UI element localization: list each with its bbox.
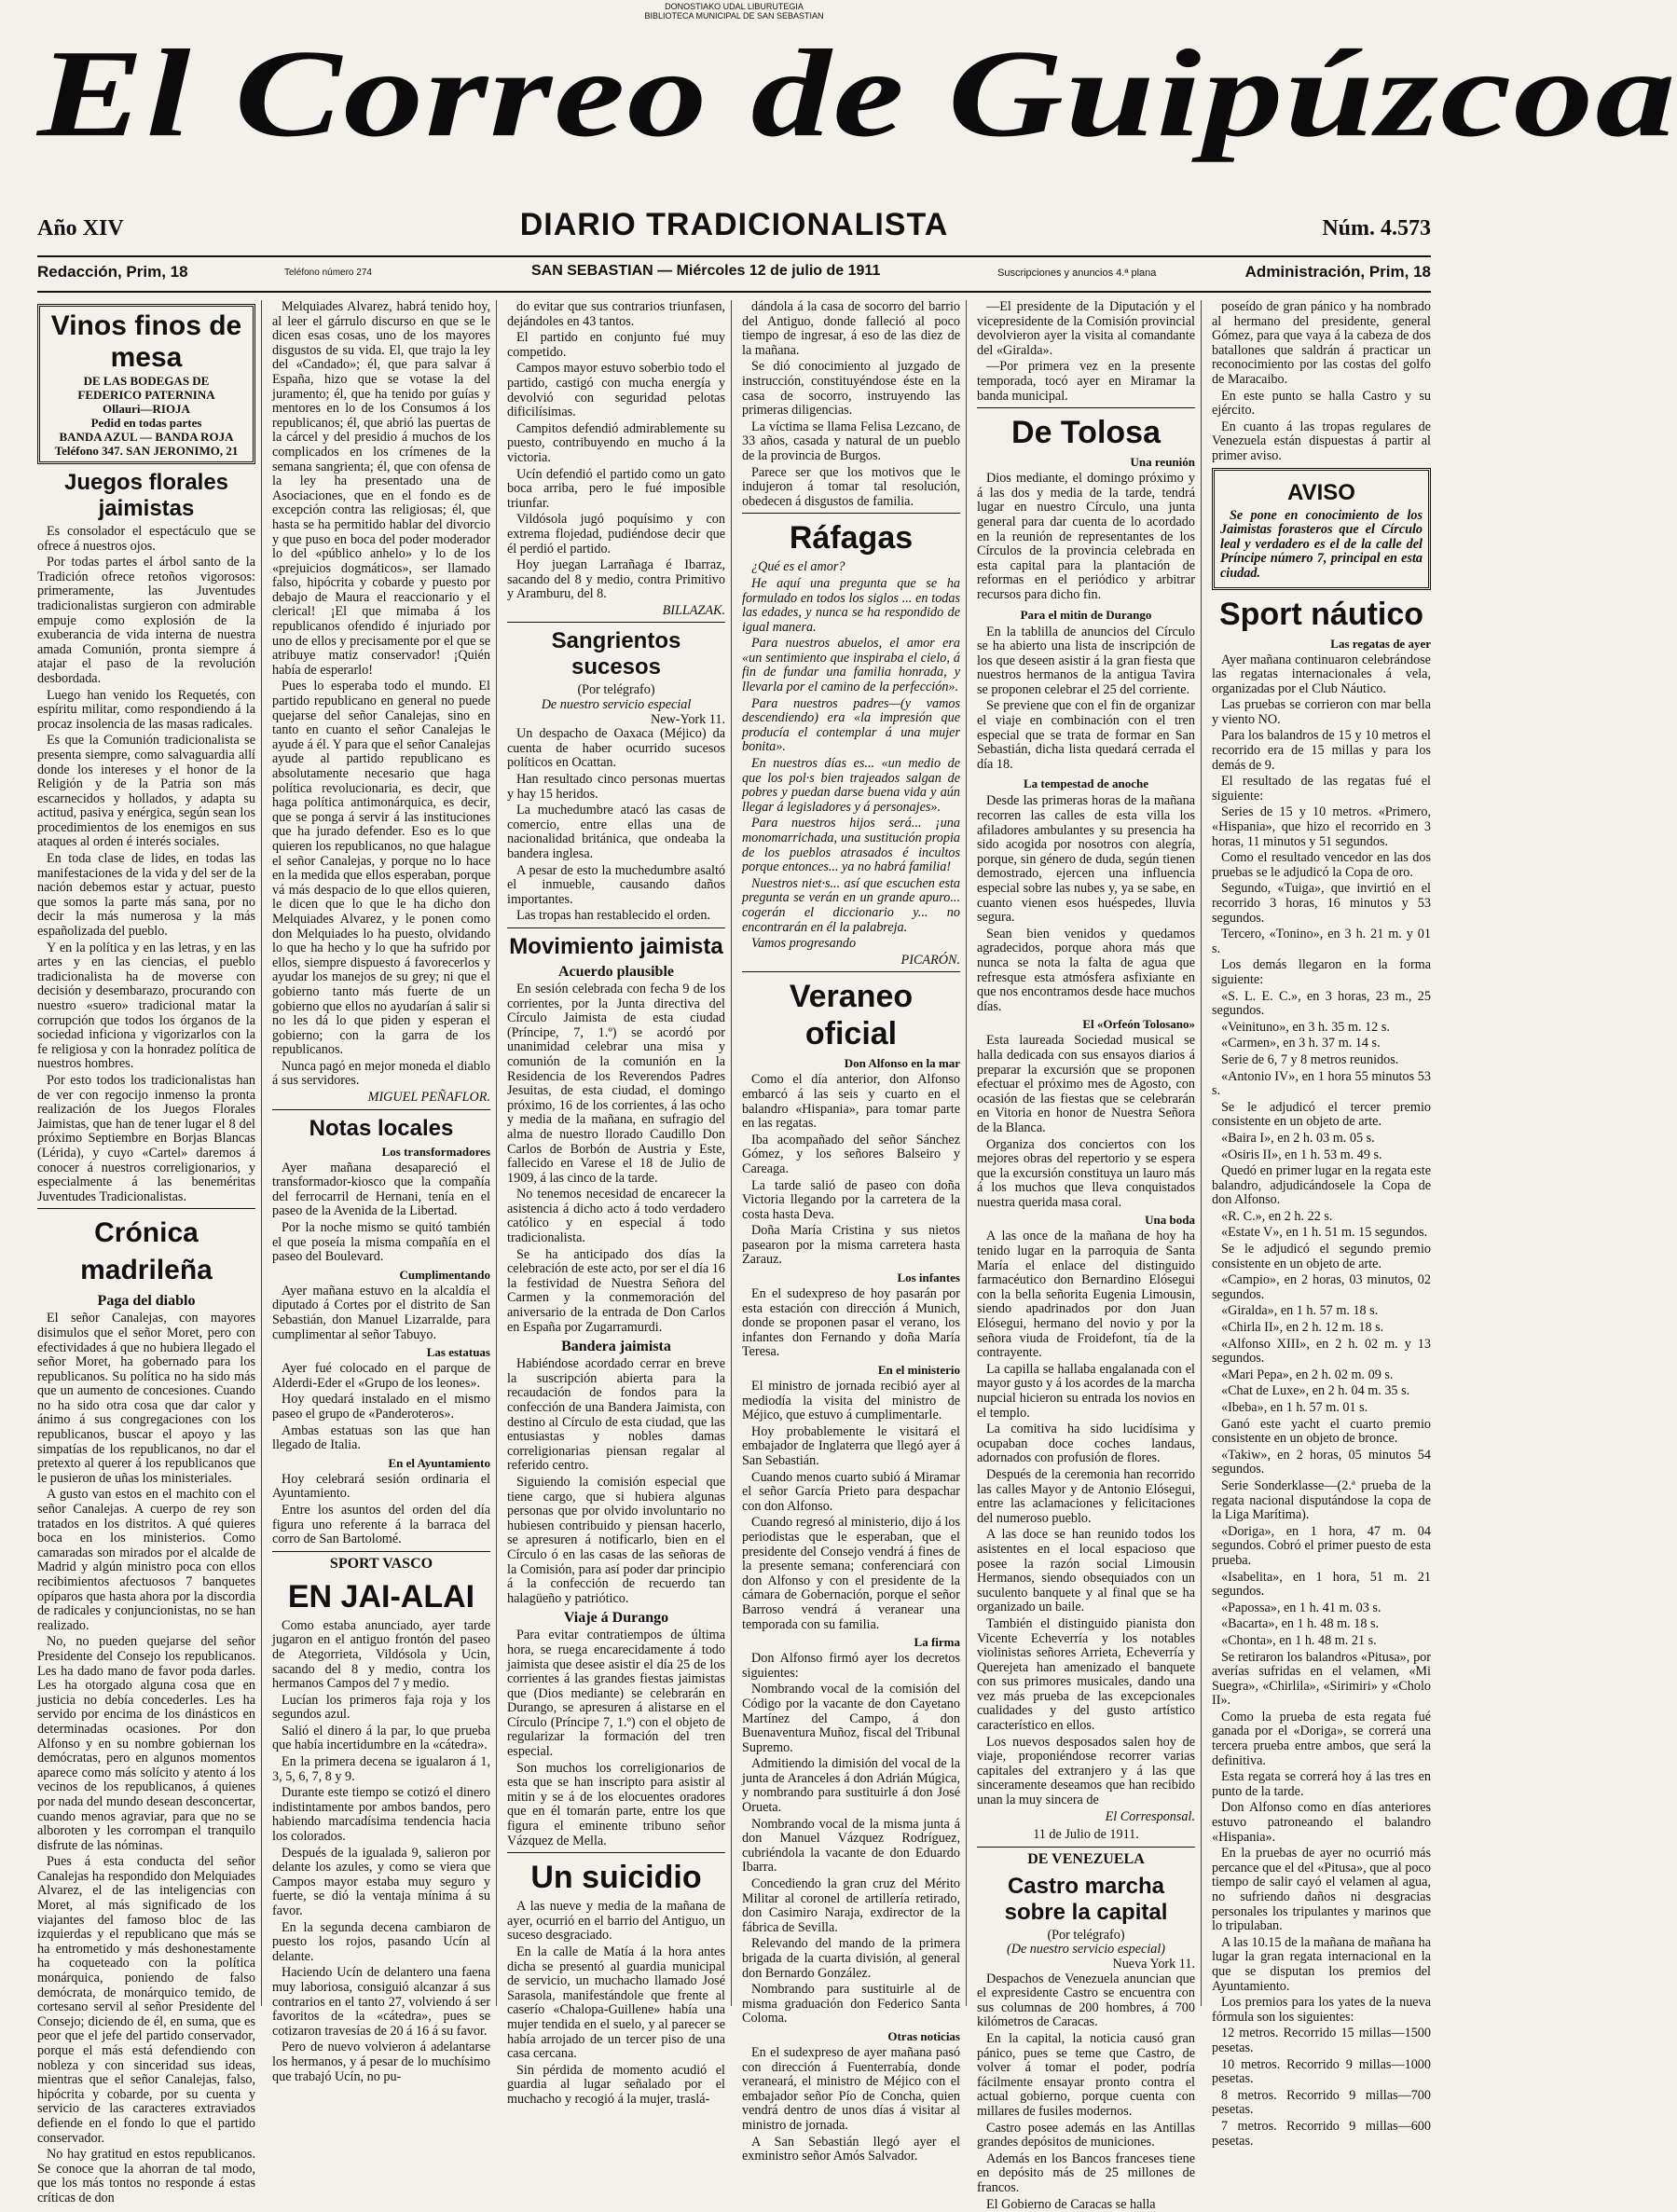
date-line: SAN SEBASTIAN — Miércoles 12 de julio de 1911 bbox=[531, 263, 880, 280]
subheadline: Bandera jaimista bbox=[507, 1339, 725, 1355]
paragraph: La comitiva ha sido lucidísima y ocupaban doce coches landaus, adornados con profusión de flores. bbox=[977, 1422, 1195, 1466]
paragraph: Parece ser que los motivos que le indujeron á tomar tal resolución, obedecen á disgustos de familia. bbox=[742, 466, 960, 510]
paragraph: Las pruebas se corrieron con mar bella y viento NO. bbox=[1212, 698, 1431, 727]
paragraph: La muchedumbre atacó las casas de comercio, entre ellas una de nacionalidad británica, que ondeaba la bandera inglesa. bbox=[507, 804, 725, 861]
paragraph: Sin pérdida de momento acudió el guardia al lugar señalado por el muchacho y recogió á la mujer, traslá- bbox=[507, 2064, 725, 2108]
paragraph: —Por primera vez en la presente temporada, tocó ayer en Miramar la banda municipal. bbox=[977, 360, 1195, 404]
column-2 bbox=[272, 300, 490, 2006]
paragraph: Esta regata se correrá hoy á las tres en punto de la tarde. bbox=[1212, 1770, 1431, 1799]
paragraph: Ayer fué colocado en el parque de Alderdi-Eder el «Grupo de los leones». bbox=[272, 1362, 490, 1391]
subheadline: Los transformadores bbox=[272, 1145, 490, 1160]
headline: Un suicidio bbox=[507, 1859, 725, 1896]
section-rule bbox=[742, 513, 960, 514]
paragraph: La tarde salió de paseo con doña Victoria llegando por la carretera de la costa hasta Deva. bbox=[742, 1179, 960, 1223]
paragraph: Doña María Cristina y sus nietos pasearon por la misma carretera hasta Zarauz. bbox=[742, 1224, 960, 1268]
paragraph: «R. C.», en 2 h. 22 s. bbox=[1212, 1210, 1431, 1225]
signature: El Corresponsal. bbox=[977, 1810, 1195, 1825]
paragraph: «Mari Pepa», en 2 h. 02 m. 09 s. bbox=[1212, 1368, 1431, 1383]
column-4 bbox=[742, 300, 960, 2006]
ad-title: Vinos finos de mesa bbox=[46, 310, 247, 374]
section-rule bbox=[37, 1208, 255, 1209]
paragraph: «Estate V», en 1 h. 51 m. 15 segundos. bbox=[1212, 1226, 1431, 1241]
subheadline: Las regatas de ayer bbox=[1212, 637, 1431, 652]
paragraph: No hay gratitud en estos republicanos. Se conoce que la ahorran de tal modo, que los más tontos no responde á estas críticas de don bbox=[37, 2148, 255, 2205]
subheadline: El «Orfeón Tolosano» bbox=[977, 1017, 1195, 1032]
paragraph: Se ha anticipado dos días la celebración de este acto, por ser el día 16 la festividad de Nuestra Señora del Carmen y la conmemoración del aniversario de la entrada de Don Carlos en España por Zugarramurdi. bbox=[507, 1248, 725, 1336]
paragraph: Las tropas han restablecido el orden. bbox=[507, 909, 725, 924]
paragraph: Vamos progresando bbox=[742, 937, 960, 952]
paragraph: Despachos de Venezuela anuncian que el expresidente Castro se encuentra con sus columnas de 200 hombres, á 700 kilómetros de Caracas. bbox=[977, 1972, 1195, 2030]
paragraph: Sean bien venidos y quedamos agradecidos, porque ahora más que nunca se nota la falta de agua que refresque esta atmósfera asfixiante en que nos encontramos desde hace muchos días. bbox=[977, 927, 1195, 1015]
paragraph: Por la noche mismo se quitó también el que poseía la misma compañía en el paseo del Boulevard. bbox=[272, 1221, 490, 1265]
paragraph: Es que la Comunión tradicionalista se presenta siempre, como salvaguardia allí donde los intereses y el honor de la Religión y de la Patria son más escarnecidos y hollados, y adapta su actitud, pasiva y enérgica, según sean los procedimientos de los enemigos en sus ataques al orden é interés sociales. bbox=[37, 734, 255, 850]
paragraph: Cuando menos cuarto subió á Miramar el señor García Prieto para despachar con don Alfonso. bbox=[742, 1471, 960, 1515]
paragraph: «Chirla II», en 2 h. 12 m. 18 s. bbox=[1212, 1321, 1431, 1336]
paragraph: Después de la ceremonia han recorrido las calles Mayor y de Antonio Elósegui, entre las aclamaciones y felicitaciones del numeroso pueblo. bbox=[977, 1468, 1195, 1526]
paragraph: El ministro de jornada recibió ayer al mediodía la visita del ministro de Méjico, que estuvo á cumplimentarle. bbox=[742, 1380, 960, 1423]
suscripciones-info: Suscripciones y anuncios 4.ª plana bbox=[997, 268, 1156, 279]
paragraph: Haciendo Ucín de delantero una faena muy laboriosa, consiguió alcanzar á sus contrarios en el tanto 27, volviendo á ser favoritos de la «cátedra», pues se cotizaron travesías de 20 á 16 á su favor. bbox=[272, 1966, 490, 2039]
paragraph: Don Alfonso firmó ayer los decretos siguientes: bbox=[742, 1652, 960, 1681]
kicker: DE VENEZUELA bbox=[977, 1851, 1195, 1868]
paragraph: Hoy juegan Larrañaga é Ibarraz, sacando del 8 y medio, contra Primitivo y Aramburu, del 8. bbox=[507, 558, 725, 602]
paragraph: Es consolador el espectáculo que se ofrece á nuestros ojos. bbox=[37, 525, 255, 554]
paragraph: En el sudexpreso de ayer mañana pasó con dirección á Fuenterrabía, donde veraneará, el ministro de Méjico con el embajador señor Pío de Concha, quien vendrá dentro de unos días á visitar al ministro de jornada. bbox=[742, 2046, 960, 2134]
paragraph: 10 metros. Recorrido 9 millas—1000 pesetas. bbox=[1212, 2058, 1431, 2087]
paragraph: «Veinituno», en 3 h. 35 m. 12 s. bbox=[1212, 1021, 1431, 1036]
paragraph: Por esto todos los tradicionalistas han de ver con regocijo inmenso la pronta realización de los Juegos Florales Jaimistas, que han de tener lugar el 8 del próximo Septiembre en Borjas Blancas (Lérida), y cuyo «Cartel» daremos á conocer á nuestros correligionarios, y especialmente á las beneméritas Juventudes Tradicionalistas. bbox=[37, 1074, 255, 1204]
columns bbox=[37, 300, 1431, 2006]
ad-line: Ollauri—RIOJA bbox=[46, 402, 247, 416]
headline: Notas locales bbox=[272, 1116, 490, 1142]
subheadline: Otras noticias bbox=[742, 2029, 960, 2044]
administracion-info: Administración, Prim, 18 bbox=[1245, 263, 1431, 282]
paragraph: Relevando del mando de la primera brigada de la cuarta división, al general don Bernardo González. bbox=[742, 1937, 960, 1981]
section-rule bbox=[507, 1852, 725, 1853]
section-rule bbox=[977, 407, 1195, 408]
paragraph: Además en los Bancos franceses tiene en depósito más de 25 millones de francos. bbox=[977, 2152, 1195, 2196]
telegraph-line: (Por telégrafo) bbox=[977, 1929, 1195, 1944]
subheadline: La firma bbox=[742, 1635, 960, 1650]
service-line: De nuestro servicio especial bbox=[507, 698, 725, 713]
paragraph: Después de la igualada 9, salieron por delante los azules, y como se viera que Campos mayor estaba muy seguro y fuerte, se dió la ventaja mínima á su favor. bbox=[272, 1847, 490, 1919]
subheadline: Cumplimentando bbox=[272, 1268, 490, 1283]
paragraph: Un despacho de Oaxaca (Méjico) da cuenta de haber ocurrido sucesos políticos en Ocattan. bbox=[507, 727, 725, 771]
paragraph: En este punto se halla Castro y su ejército. bbox=[1212, 390, 1431, 419]
subheadline: La tempestad de anoche bbox=[977, 776, 1195, 792]
info-bar bbox=[37, 263, 1431, 291]
paragraph: Nuestros niet·s... así que escuchen esta pregunta se verán en un grande apuro... cogerán el diccionario y... no encontrarán en él la palabreja. bbox=[742, 877, 960, 935]
paragraph: En el sudexpreso de hoy pasarán por esta estación con dirección á Munich, donde se proponen pasar el verano, los infantes don Fernando y doña María Teresa. bbox=[742, 1287, 960, 1360]
paragraph: Hoy probablemente le visitará el embajador de Inglaterra que llegó ayer á San Sebastián. bbox=[742, 1425, 960, 1469]
paragraph: Segundo, «Tuiga», que invirtió en el recorrido 3 horas, 16 minutos y 53 segundos. bbox=[1212, 882, 1431, 926]
paragraph: «Giralda», en 1 h. 57 m. 18 s. bbox=[1212, 1304, 1431, 1319]
paragraph: Dios mediante, el domingo próximo y á las dos y media de la tarde, tendrá lugar en nuestro Círculo, una junta general para dar cuenta de lo acordado en la reunión de representantes de los Círculos de la provincia celebrada en esta capital para la plantación de reformas en el periódico y arbitrar recursos para dicho fin. bbox=[977, 472, 1195, 602]
paragraph: Serie de 6, 7 y 8 metros reunidos. bbox=[1212, 1053, 1431, 1068]
paragraph: Para nuestros padres—(y vamos descendiendo) era «la impresión que producía el contemplar á una mujer bonita». bbox=[742, 697, 960, 755]
paragraph: Los nuevos desposados salen hoy de viaje, proponiéndose recorrer varias capitales del extranjero y á las que sinceramente deseamos que han recibido unan la muy sincera de bbox=[977, 1736, 1195, 1808]
paragraph: «Carmen», en 3 h. 37 m. 14 s. bbox=[1212, 1037, 1431, 1051]
paragraph: Como el día anterior, don Alfonso embarcó á las seis y cuarto en el balandro «Hispania», para tomar parte en las regatas. bbox=[742, 1073, 960, 1131]
section-rule bbox=[272, 1551, 490, 1552]
paragraph: Se dió conocimiento al juzgado de instrucción, constituyéndose éste en la casa de socorro, instruyendo las primeras diligencias. bbox=[742, 360, 960, 418]
subheadline: Para el mitin de Durango bbox=[977, 607, 1195, 624]
paragraph: Nombrando para sustituirle al de misma graduación don Federico Santa Coloma. bbox=[742, 1983, 960, 2027]
paragraph: Ayer mañana estuvo en la alcaldía el diputado á Cortes por el distrito de San Sebastián, don Manuel Lizarralde, para cumplimentar al señor Tabuyo. bbox=[272, 1285, 490, 1342]
subheadline: Una boda bbox=[977, 1213, 1195, 1228]
paragraph: Durante este tiempo se cotizó el dinero indistintamente por ambos bandos, pero habiendo marcadísima tendencia hacia los colorados. bbox=[272, 1786, 490, 1844]
paragraph: Se previene que con el fin de organizar el viaje en combinación con el tren especial que se trata de formar en San Sebastián, dicha lista quedará cerrada el día 18. bbox=[977, 699, 1195, 772]
masthead-title: El Correo de Guipúzcoa bbox=[37, 17, 1431, 171]
paragraph: Concediendo la gran cruz del Mérito Militar al coronel de artillería retirado, don Casimiro Naraja, exdirector de la fábrica de Sevilla. bbox=[742, 1877, 960, 1935]
paragraph: En toda clase de lides, en todas las manifestaciones de la vida y del ser de la nación debemos estar y actuar, puesto que somos la parte más sana, por no decir la más numerosa y la más españolizada del pueblo. bbox=[37, 852, 255, 940]
ad-line: BANDA AZUL — BANDA ROJA bbox=[46, 430, 247, 444]
paragraph: Como la prueba de esta regata fué ganada por el «Doriga», se correrá una tercera prueba entre ambos, que será la definitiva. bbox=[1212, 1711, 1431, 1768]
paragraph: Como estaba anunciado, ayer tarde jugaron en el antiguo frontón del paseo de Ategorrieta, Vildósola y Ucin, sacando del 8 y medio, contra los hermanos Campos del 7 y medio. bbox=[272, 1619, 490, 1692]
paragraph: Como el resultado vencedor en las dos pruebas se le adjudicó la Copa de oro. bbox=[1212, 851, 1431, 880]
top-rule bbox=[37, 255, 1431, 257]
headline: Juegos florales jaimistas bbox=[37, 470, 255, 522]
ad-line: Teléfono 347. SAN JERONIMO, 21 bbox=[46, 444, 247, 458]
column-6 bbox=[1212, 300, 1431, 2006]
headline: Veraneo oficial bbox=[742, 978, 960, 1052]
headline: EN JAI-ALAI bbox=[272, 1578, 490, 1615]
paragraph: Pues á esta conducta del señor Canalejas ha respondido don Melquiades Alvarez, el de las inteligencias con Moret, al más significado de los viajantes del famoso bloc de las izquierdas y el republicano que más se ha entrometido y más deshonestamente ha coqueteado con la política monárquica, poniendo de falso demócrata, de monárquico temido, de cortesano servil al señor Presidente del Consejo; diciendo de él, en suma, que es peor que el jefe del partido conservador, porque el más está defendiendo con nobleza y con sinceridad sus ideas, mientras que el señor Canalejas, falso, hipócrita y cobarde, por su cuenta y servicio de las caracteres extraviados defiende en el fondo lo que el partido conservador. bbox=[37, 1855, 255, 2146]
paragraph: poseído de gran pánico y ha nombrado al hermano del presidente, general Gómez, para que vaya á la cabeza de dos batallones que saldrán á practicar un reconocimiento por las costas del golfo de Maracaibo. bbox=[1212, 300, 1431, 388]
column-5 bbox=[977, 300, 1195, 2006]
paragraph: 8 metros. Recorrido 9 millas—700 pesetas. bbox=[1212, 2089, 1431, 2118]
paragraph: «Baira I», en 2 h. 03 m. 05 s. bbox=[1212, 1132, 1431, 1147]
ad-line: FEDERICO PATERNINA bbox=[46, 388, 247, 402]
paragraph: A las doce se han reunido todos los asistentes en el local espacioso que posee la razón social Limousin Hermanos, siendo obsequiados con un suculento banquete y al final que se ha organizado un baile. bbox=[977, 1528, 1195, 1615]
telegraph-line: (Por telégrafo) bbox=[507, 683, 725, 698]
paragraph: La capilla se hallaba engalanada con el mayor gusto y á los acordes de la marcha nupcial hicieron su entrada los novios en el templo. bbox=[977, 1363, 1195, 1421]
paragraph: Habiéndose acordado cerrar en breve la suscripción abierta para la recaudación de fondos para la confección de una Bandera Jaimista, con destino al Círculo de esta ciudad, que las entusiastas y nobles damas correligionarias piensan regalar al referido centro. bbox=[507, 1357, 725, 1474]
section-rule bbox=[272, 1109, 490, 1110]
kicker: SPORT VASCO bbox=[272, 1556, 490, 1573]
paragraph: Iba acompañado del señor Sánchez Gómez, y los señores Balseiro y Careaga. bbox=[742, 1133, 960, 1177]
aviso-text: Se pone en conocimiento de los Jaimistas forasteros que el Círculo leal y verdadero es el de la calle del Príncipe número 7, principal en esta ciudad. bbox=[1220, 509, 1423, 582]
paragraph: dándola á la casa de socorro del barrio del Antiguo, donde falleció al poco tiempo de ingresar, á eso de las diez de la mañana. bbox=[742, 300, 960, 358]
paragraph: Entre los asuntos del orden del día figura uno referente á la barraca del corro de San Bartolomé. bbox=[272, 1504, 490, 1547]
paragraph: A pesar de esto la muchedumbre asaltó el inmueble, causando daños importantes. bbox=[507, 864, 725, 908]
section-rule bbox=[507, 622, 725, 623]
paragraph: Los demás llegaron en la forma siguiente: bbox=[1212, 958, 1431, 987]
paragraph: Organiza dos conciertos con los mejores obras del repertorio y se espera que la excursión constituya un lauro más á los muchos que lleva conquistados nuestra querida masa coral. bbox=[977, 1138, 1195, 1211]
paragraph: El señor Canalejas, con mayores disimulos que el señor Moret, pero con efectividades á que no hubiera llegado el señor Moret, ha gobernado para los republicanos. Su política no ha sido más que un aumento de concesiones. Cuando no ha sido otra cosa que dar calor y ánimo á sus congregaciones con los republicanos, buscar el apoyo y las simpatías de los republicanos, no dar el pretexto al querer á los republicanos que le pusieron de uñas los ministeriales. bbox=[37, 1312, 255, 1486]
paragraph: Son muchos los correligionarios de esta que se han inscripto para asistir al mitin y se á de los elocuentes oradores que en él tomarán parte, entre los que figura el eminente tribuno señor Vázquez de Mella. bbox=[507, 1762, 725, 1849]
signature: BILLAZAK. bbox=[507, 604, 725, 619]
headline: De Tolosa bbox=[977, 414, 1195, 451]
paragraph: Ambas estatuas son las que han llegado de Italia. bbox=[272, 1424, 490, 1453]
paragraph: Ucín defendió el partido como un gato boca arriba, pero le fué imposible triunfar. bbox=[507, 468, 725, 512]
subheadline: En el ministerio bbox=[742, 1363, 960, 1378]
column-3 bbox=[507, 300, 725, 2006]
paragraph: «Isabelita», en 1 hora, 51 m. 21 segundos. bbox=[1212, 1571, 1431, 1600]
column-rule bbox=[731, 300, 732, 2006]
ad-vinos bbox=[37, 304, 255, 464]
subheadline: Los infantes bbox=[742, 1271, 960, 1285]
paragraph: Para los balandros de 15 y 10 metros el recorrido era de 15 millas y para los demás de 9. bbox=[1212, 729, 1431, 773]
paragraph: Para nuestros abuelos, el amor era «un sentimiento que inspiraba el cielo, á fin de fundar una familia honrada, y llevarla por el camino de la perfección». bbox=[742, 637, 960, 694]
paragraph: La víctima se llama Felisa Lezcano, de 33 años, casada y natural de un pueblo de la provincia de Burgos. bbox=[742, 420, 960, 464]
paragraph: Campos mayor estuvo soberbio todo el partido, castigó con mucha energía y devolvió con seguridad pelotas dificilísimas. bbox=[507, 362, 725, 419]
paragraph: Esta laureada Sociedad musical se halla dedicada con sus ensayos diarios á preparar la excursión que se proponen efectuar el próximo mes de Agosto, con ocasión de las fiestas que se celebrarán en Vitoria en honor de Nuestra Señora de la Blanca. bbox=[977, 1034, 1195, 1135]
paragraph: «Takiw», en 2 horas, 05 minutos 54 segundos. bbox=[1212, 1449, 1431, 1477]
archive-line-1: DONOSTIAKO UDAL LIBURUTEGIA bbox=[0, 2, 1468, 11]
paragraph: ¿Qué es el amor? bbox=[742, 560, 960, 575]
info-rule bbox=[37, 291, 1431, 293]
paragraph: «Papossa», en 1 h. 41 m. 03 s. bbox=[1212, 1601, 1431, 1616]
paragraph: Tercero, «Tonino», en 3 h. 21 m. y 01 s. bbox=[1212, 927, 1431, 956]
paragraph: Los premios para los yates de la nueva fórmula son los siguientes: bbox=[1212, 1996, 1431, 2025]
column-rule bbox=[966, 300, 967, 2006]
dateline: Nueva York 11. bbox=[977, 1958, 1195, 1972]
paragraph: «Ibeba», en 1 h. 57 m. 01 s. bbox=[1212, 1401, 1431, 1416]
column-rule bbox=[1201, 300, 1202, 2006]
aviso-box bbox=[1212, 468, 1431, 590]
subheadline: Las estatuas bbox=[272, 1345, 490, 1360]
paragraph: A las 10.15 de la mañana de mañana ha lugar la gran regata internacional en la que se disputan los premios del Ayuntamiento. bbox=[1212, 1936, 1431, 1994]
paragraph: Melquiades Alvarez, habrá tenido hoy, al leer el gárrulo discurso en que se le dicen esas cosas, uno de los mayores disgustos de su vida. El, que trajo la ley del «Candado»; él, que para salvar á España, hizo que se votase la del juramento; él, que ha tenido por guías y mentores en lo de los Consumos á los republicanos; él, que abrió las puertas de la cárcel y del presidio á muchos de los complicados en los crímenes de la semana sangrienta; él, que con ofensa de la ley ha presentado una de Asociaciones, que en el fondo es de excepción contra las religiosas; él, que hasta se ha permitido hablar del divorcio y que puso en boca del poder moderador lo del «público anhelo» y lo de los «prejuicios dogmáticos», ser llamado falso, hipócrita y cobarde y puesto por debajo de Maura el reaccionario y el clerical! ¡El que mimaba á los republicanos ofendido é injuriado por uno de ellos y precisamente por el que se atribuye matiz conservador! ¡Quién había de esperarlo! bbox=[272, 300, 490, 678]
column-1 bbox=[37, 300, 255, 2006]
headline: Sport náutico bbox=[1212, 596, 1431, 633]
paragraph: En la calle de Matía á la hora antes dicha se presentó al guardia municipal de servicio, un muchacho llamado José Sarasola, manifestándole que frente al caserío «Chalopa-Guillene» había una mujer tendida en el suelo, y al parecer se había arrojado de un tercer piso de una casa cercana. bbox=[507, 1945, 725, 2062]
subheadline: Acuerdo plausible bbox=[507, 964, 725, 981]
dateline: 11 de Julio de 1911. bbox=[977, 1828, 1195, 1843]
column-rule bbox=[496, 300, 497, 2006]
paragraph: Series de 15 y 10 metros. «Primero, «Hispania», que hizo el recorrido en 3 horas, 11 minutos y 51 segundos. bbox=[1212, 805, 1431, 849]
paragraph: Pues lo esperaba todo el mundo. El partido republicano en general no puede quejarse del señor Canalejas, sino en tanto en cuanto el señor Canalejas le ayude á él. Y para que el señor Canalejas ayude al partido republicano es absolutamente necesario que haga política revolucionaria, es decir, que haga política antimonárquica, es decir, que se ponga á servir á las instituciones que ha jurado defender. Eso es lo que quieren los republicanos, no que halague el señor Canalejas, y porque no lo hace en la medida que ellos esperaban, porque vá más despacio de lo que ellos quieren, le dicen que lo que le ha dicho don Melquiades Alvarez, y le ponen como don Melquiades lo ha puesto, olvidando lo que ha hecho y lo que ha sufrido por ellos, siempre dispuesto á favorecerlos y ayudar los manejos de su grey; ni que el gobierno tanto más fuerte de un gobierno que ellos no ayudarían á salir si no les dá lo que piden y esperan el gobierno; con la garra de los republicanos. bbox=[272, 680, 490, 1057]
paragraph: El partido en conjunto fué muy competido. bbox=[507, 331, 725, 360]
paragraph: Se le adjudicó el tercer premio consistente en un objeto de arte. bbox=[1212, 1101, 1431, 1130]
paragraph: «Bacarta», en 1 h. 48 m. 18 s. bbox=[1212, 1617, 1431, 1632]
paragraph: Ganó este yacht el cuarto premio consistente en un objeto de bronce. bbox=[1212, 1418, 1431, 1447]
section-rule bbox=[742, 971, 960, 972]
subheadline: Paga del diablo bbox=[37, 1293, 255, 1310]
paragraph: «Chat de Luxe», en 2 h. 04 m. 35 s. bbox=[1212, 1384, 1431, 1399]
paragraph: «S. L. E. C.», en 3 horas, 23 m., 25 segundos. bbox=[1212, 990, 1431, 1019]
paragraph: 7 metros. Recorrido 9 millas—600 pesetas. bbox=[1212, 2120, 1431, 2149]
paragraph: Luego han venido los Requetés, con espíritu militar, como respondiendo á la procaz insolencia de las masas radicales. bbox=[37, 689, 255, 733]
paragraph: Por todas partes el árbol santo de la Tradición ofrece retoños vigorosos: primeramente, las Juventudes tradicionalistas surgieron con admirable empuje como explosión de la exuberancia de vida interna de nuestra amada Comunión, pronta siempre á atajar el paso de la revolución desbordada. bbox=[37, 556, 255, 686]
paragraph: 12 metros. Recorrido 15 millas—1500 pesetas. bbox=[1212, 2027, 1431, 2055]
paragraph: No, no pueden quejarse del señor Presidente del Consejo los republicanos. Les ha dado mano de favor poda darles. Les ha otorgado alguna cosa que en justicia no debía concederles. Les ha servido por encima de los dinásticos en determinadas ocasiones. Por don Alfonso y en su nombre gobiernan los demócratas, pero en algunos momentos aparece como más solícito y atento á los vecinos de los republicanos, á quienes por nada del mundo desean desconcertar, cuando menos agraviar, para que no se alboroten y les corrompan el tranquilo disfrute de las nóminas. bbox=[37, 1635, 255, 1853]
paragraph: Nunca pagó en mejor moneda el diablo á sus servidores. bbox=[272, 1060, 490, 1089]
service-line: (De nuestro servicio especial) bbox=[977, 1943, 1195, 1958]
paragraph: Se retiraron los balandros «Pitusa», por averías sufridas en el velamen, «Mi Suegra», «Chirlila», «Sirimiri» y «Cholo II». bbox=[1212, 1651, 1431, 1709]
paragraph: Lucían los primeros faja roja y los segundos azul. bbox=[272, 1694, 490, 1723]
paragraph: «Doriga», en 1 hora, 47 m. 04 segundos. Cobró el primer puesto de esta prueba. bbox=[1212, 1525, 1431, 1569]
paragraph: Admitiendo la dimisión del vocal de la junta de Aranceles á don Adrián Múgica, y nombrando para sustituirle á don José Orueta. bbox=[742, 1757, 960, 1815]
paragraph: En nuestros días es... «un medio de que los pol·s bien trajeados salgan de pobres y puedan darse buena vida y aún llegar á legisladores y á personajes». bbox=[742, 757, 960, 815]
signature: MIGUEL PEÑAFLOR. bbox=[272, 1091, 490, 1106]
paragraph: «Antonio IV», en 1 hora 55 minutos 53 s. bbox=[1212, 1070, 1431, 1099]
paragraph: Campitos defendió admirablemente su puesto, contribuyendo en mucho á la victoria. bbox=[507, 422, 725, 466]
subheadline: Una reunión bbox=[977, 455, 1195, 470]
paragraph: Hoy quedará instalado en el mismo paseo el grupo de «Panderoteros». bbox=[272, 1393, 490, 1422]
redaccion-info: Redacción, Prim, 18 bbox=[37, 263, 188, 282]
paragraph: También el distinguido pianista don Vicente Echeverría y los notables violinistas señores Arrieta, Echeverría y Querejeta han amenizado el banquete con sus primores musicales, dando una vez más prueba de las excepcionales cualidades y del gusto artístico característico en ellos. bbox=[977, 1617, 1195, 1734]
paragraph: do evitar que sus contrarios triunfasen, dejándoles en 43 tantos. bbox=[507, 300, 725, 329]
paragraph: Hoy celebrará sesión ordinaria el Ayuntamiento. bbox=[272, 1473, 490, 1502]
subheadline: Don Alfonso en la mar bbox=[742, 1056, 960, 1071]
section-rule bbox=[507, 927, 725, 928]
paragraph: Don Alfonso como en días anteriores estuvo patroneando el balandro «Hispania». bbox=[1212, 1801, 1431, 1845]
paragraph: Ayer mañana continuaron celebrándose las regatas internacionales á vela, organizadas por el Club Náutico. bbox=[1212, 653, 1431, 697]
paragraph: Se le adjudicó el segundo premio consistente en un objeto de arte. bbox=[1212, 1243, 1431, 1271]
headline: Ráfagas bbox=[742, 519, 960, 556]
paragraph: En sesión celebrada con fecha 9 de los corrientes, por la Junta directiva del Círculo Jaimista de esta ciudad (Príncipe, 7, 1.º) se acordó por unanimidad celebrar una misa y comunión de la comunión en la Residencia de los Reverendos Padres Jesuitas, de esta ciudad, el domingo próximo, 16 de los corrientes, á las ocho y media de la mañana, en sufragio del alma de nuestro llorado Caudillo Don Carlos de Borbón de Austria y Este, fallecido en Varese el 18 de Julio de 1909, á las cinco de la tarde. bbox=[507, 982, 725, 1186]
paragraph: A San Sebastián llegó ayer el exministro señor Amós Salvador. bbox=[742, 2136, 960, 2164]
paragraph: He aquí una pregunta que se ha formulado en todos los siglos ... en todas las edades, y nunca se ha respondido de igual manera. bbox=[742, 577, 960, 635]
subtitle-bar bbox=[37, 207, 1431, 250]
paragraph: Y en la política y en las letras, y en las artes y en las ciencias, el pueblo tradicionalista ha de moverse con decisión y desembarazo, procurando con nuestro «suero» tradicional matar la corrupción que todos los órganos de la sociedad inficiona y vigorizarlos con la fe religiosa y con la honradez política de nuestros hombres. bbox=[37, 941, 255, 1072]
paragraph: En la pruebas de ayer no ocurrió más percance que el del «Pitusa», que al poco tiempo de salir cayó el velamen al agua, no sufriendo daños ni desgracias personales los tripulantes y marinos que lo tripulaban. bbox=[1212, 1847, 1431, 1934]
paragraph: Nombrando vocal de la comisión del Código por la vacante de don Cayetano Martínez del Campo, á don Buenaventura Muñoz, fiscal del Tribunal Supremo. bbox=[742, 1683, 960, 1755]
ad-line: DE LAS BODEGAS DE bbox=[46, 374, 247, 388]
paragraph: Para nuestros hijos será... ¡una monomarrichada, una sustitución propia de los pueblos atrasados é incultos porque entonces... ya no habrá familia! bbox=[742, 817, 960, 874]
paragraph: Pero de nuevo volvieron á adelantarse los hermanos, y á pesar de lo muchísimo que trabajó Ucín, no pu- bbox=[272, 2040, 490, 2084]
headline: Sangrientos sucesos bbox=[507, 628, 725, 680]
paragraph: El resultado de las regatas fué el siguiente: bbox=[1212, 775, 1431, 804]
paragraph: Quedó en primer lugar en la regata este balandro, adjudicándosele la Copa de don Alfonso. bbox=[1212, 1164, 1431, 1208]
paragraph: En cuanto á las tropas regulares de Venezuela están dispuestas á partir al primer aviso. bbox=[1212, 420, 1431, 464]
paragraph: Desde las primeras horas de la mañana recorren las calles de esta villa los afiladores ambulantes y su presencia ha sido acogida por nosotros con alegría, porque, sin género de duda, según tienen demostrado, ejercen una influencia especial sobre las nubes y, ya se sabe, en cuanto vienen esos huéspedes, lluvia segura. bbox=[977, 794, 1195, 925]
paragraph: A las once de la mañana de hoy ha tenido lugar en la parroquia de Santa María el enlace del distinguido farmacéutico don Bernardino Elósegui con la bella señorita Eugenia Limousin, siendo apadrinados por don Juan Elósegui, hermano del novio y por la señora viuda de Froidefont, tía de la contrayente. bbox=[977, 1230, 1195, 1360]
paragraph: A las nueve y media de la mañana de ayer, ocurrió en el barrio del Antiguo, un suceso desgraciado. bbox=[507, 1900, 725, 1944]
archive-line-2: BIBLIOTECA MUNICIPAL DE SAN SEBASTIAN bbox=[0, 11, 1468, 21]
paragraph: A gusto van estos en el machito con el señor Canalejas. A cuerpo de rey son tratados en los distritos. A qué quieres boca en los ministerios. Como camaradas son mirados por el alcalde de Madrid y algún ministro poca con ellos recibimientos afectuosos 7 banquetes opíparos que hasta ahora por la discordia de radicales y conjuncionistas, no se han realizado. bbox=[37, 1488, 255, 1633]
paragraph: En la primera decena se igualaron á 1, 3, 5, 6, 7, 8 y 9. bbox=[272, 1755, 490, 1784]
issue-number: Núm. 4.573 bbox=[1322, 216, 1431, 241]
paragraph: Vildósola jugó poquísimo y con extrema flojedad, pudiéndose decir que él perdió el partido. bbox=[507, 513, 725, 556]
signature: PICARÓN. bbox=[742, 954, 960, 969]
paragraph: —El presidente de la Diputación y el vicepresidente de la Comisión provincial devolvieron ayer la visita al comandante del «Giralda». bbox=[977, 300, 1195, 358]
paragraph: Serie Sonderklasse—(2.ª prueba de la regata nacional disputándose la copa de la Liga Marítima). bbox=[1212, 1479, 1431, 1523]
column-rule bbox=[261, 300, 262, 2006]
paragraph: «Campio», en 2 horas, 03 minutos, 02 segundos. bbox=[1212, 1273, 1431, 1302]
paragraph: El Gobierno de Caracas se halla bbox=[977, 2198, 1195, 2212]
headline: Movimiento jaimista bbox=[507, 934, 725, 960]
paragraph: En la capital, la noticia causó gran pánico, pues se teme que Castro, de volver á tomar el poder, podría fácilmente ensayar pronto contra el actual gobierno, porque cuenta con millares de fusiles modernos. bbox=[977, 2032, 1195, 2120]
year-label: Año XIV bbox=[37, 216, 124, 241]
paragraph: Para evitar contratiempos de última hora, se ruega encarecidamente á todo jaimista que desee asistir el día 25 de los corrientes á las grandes fiestas jaimistas que (Dios mediante) se celebrarán en Durango, se apresuren á alistarse en el Círculo (Príncipe 7, 1.º) con el objeto de regularizar la formación del tren especial. bbox=[507, 1628, 725, 1759]
paragraph: Siguiendo la comisión especial que tiene cargo, que si hubiera algunas personas que por olvido involuntario no hubiesen contribuido y piensan hacerlo, se apresuren á notificarlo, bien en el Círculo ó en las casas de las señoras de la Comisión, para así poder dar principio á la confección de recuerdo tan halagüeño y patriótico. bbox=[507, 1476, 725, 1606]
headline: Castro marcha sobre la capital bbox=[977, 1874, 1195, 1926]
subheadline: En el Ayuntamiento bbox=[272, 1456, 490, 1471]
paragraph: Cuando regresó al ministerio, dijo á los periodistas que le esperaban, que el presidente del Consejo vendrá á fines de la presente semana; conferenciará con don Alfonso y con el presidente de la cámara de Gobernación, porque el señor Barroso vendrá á veranear una temporada con su familia. bbox=[742, 1516, 960, 1632]
telefono-info: Teléfono número 274 bbox=[284, 268, 372, 278]
paragraph: «Alfonso XIII», en 2 h. 02 m. y 13 segundos. bbox=[1212, 1338, 1431, 1367]
paragraph: Salió el dinero á la par, lo que prueba que había incertidumbre en la «cátedra». bbox=[272, 1724, 490, 1753]
dateline: New-York 11. bbox=[507, 713, 725, 728]
paragraph: Han resultado cinco personas muertas y hay 15 heridos. bbox=[507, 773, 725, 802]
section-rule bbox=[977, 1847, 1195, 1848]
subtitle: DIARIO TRADICIONALISTA bbox=[37, 207, 1431, 243]
headline: Crónica madrileña bbox=[37, 1215, 255, 1289]
paragraph: En la tablilla de anuncios del Círculo se ha abierto una lista de inscripción de los que deseen asistir á la gran fiesta que nuestros hermanos de la antigua Tavira se proponen celebrar el 25 del corriente. bbox=[977, 625, 1195, 698]
paragraph: En la segunda decena cambiaron de puesto los rojos, pasando Ucín al delante. bbox=[272, 1921, 490, 1965]
paragraph: Castro posee además en las Antillas grandes depósitos de municiones. bbox=[977, 2122, 1195, 2150]
aviso-title: AVISO bbox=[1220, 480, 1423, 506]
paragraph: «Chonta», en 1 h. 48 m. 21 s. bbox=[1212, 1634, 1431, 1649]
paragraph: Nombrando vocal de la misma junta á don Manuel Vázquez Rodríguez, cubriéndola la vacante de don Eduardo Ibarra. bbox=[742, 1818, 960, 1875]
subheadline: Viaje á Durango bbox=[507, 1610, 725, 1627]
paragraph: Ayer mañana desapareció el transformador-kiosco que la compañía del ferrocarril de Hernani, tenía en el paseo de la Avenida de la Libertad. bbox=[272, 1161, 490, 1219]
ad-line: Pedid en todas partes bbox=[46, 416, 247, 430]
paragraph: «Osiris II», en 1 h. 53 m. 49 s. bbox=[1212, 1148, 1431, 1163]
paragraph: No tenemos necesidad de encarecer la asistencia á dicho acto á todo verdadero católico y en especial á todo tradicionalista. bbox=[507, 1188, 725, 1245]
